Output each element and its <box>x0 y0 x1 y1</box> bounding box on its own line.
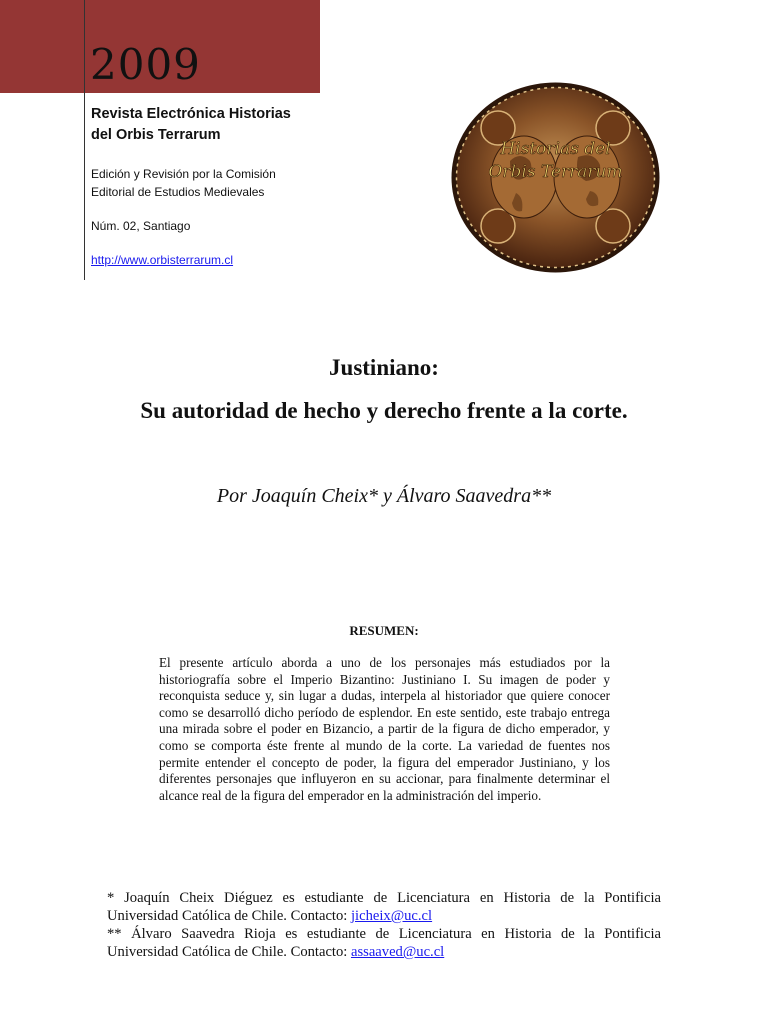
footnote-1-text: * Joaquín Cheix Diéguez es estudiante de Licenciatura en Historia de la Pontificia Universidad Católica de Chile. Contacto: <box>107 890 661 924</box>
footnote-2-text: ** Álvaro Saavedra Rioja es estudiante de Licenciatura en Historia de la Pontificia Universidad Católica de Chile. Contacto: <box>107 926 661 960</box>
journal-title-line1: Revista Electrónica Historias <box>91 106 291 122</box>
publication-year: 2009 <box>90 40 201 89</box>
edition-line1: Edición y Revisión por la Comisión <box>91 167 276 181</box>
article-title: Justiniano: <box>329 355 439 380</box>
footnote-2 <box>107 925 661 961</box>
footnote-1-email-link[interactable]: jicheix@uc.cl <box>350 908 433 924</box>
abstract-text: El presente artículo aborda a uno de los personajes más estudiados por la historiografía sobre el Imperio Bizantino: Justiniano I. Su imagen de poder y reconquista seduce y, sin lugar a dudas, interpela al historiador que quiere conocer como se desarrolló dicho período de esplendor. En este sentido, este trabajo entrega una mirada sobre el poder en Bizancio, a partir de la figura de dicho emperador, y como se comporta éste frente al mundo de la corte. La variedad de fuentes nos permite entender el concepto de poder, la figura del emperador Justiniano, y los diferentes personajes que influyeron en su accionar, para finalmente determinar el alcance real de la figura del emperador en la administración del imperio. <box>159 655 610 803</box>
article-subtitle: Su autoridad de hecho y derecho frente a la corte. <box>140 398 628 423</box>
author-footnotes <box>107 889 661 961</box>
footnote-1 <box>107 889 661 925</box>
journal-url-link[interactable]: http://www.orbisterrarum.cl <box>91 253 234 267</box>
header-divider-line <box>84 0 85 280</box>
issue-number: Núm. 02, Santiago <box>91 219 191 233</box>
logo-text-line2: Orbis Terrarum <box>488 162 623 182</box>
logo-text-line1: Historias del <box>500 139 611 159</box>
edition-line2: Editorial de Estudios Medievales <box>91 185 265 199</box>
world-map-medallion-icon <box>450 81 661 274</box>
article-authors: Por Joaquín Cheix* y Álvaro Saavedra** <box>216 485 552 507</box>
journal-title-line2: del Orbis Terrarum <box>91 127 221 143</box>
abstract-heading: RESUMEN: <box>349 623 419 638</box>
journal-masthead <box>91 104 321 269</box>
footnote-2-email-link[interactable]: assaaved@uc.cl <box>350 944 445 960</box>
